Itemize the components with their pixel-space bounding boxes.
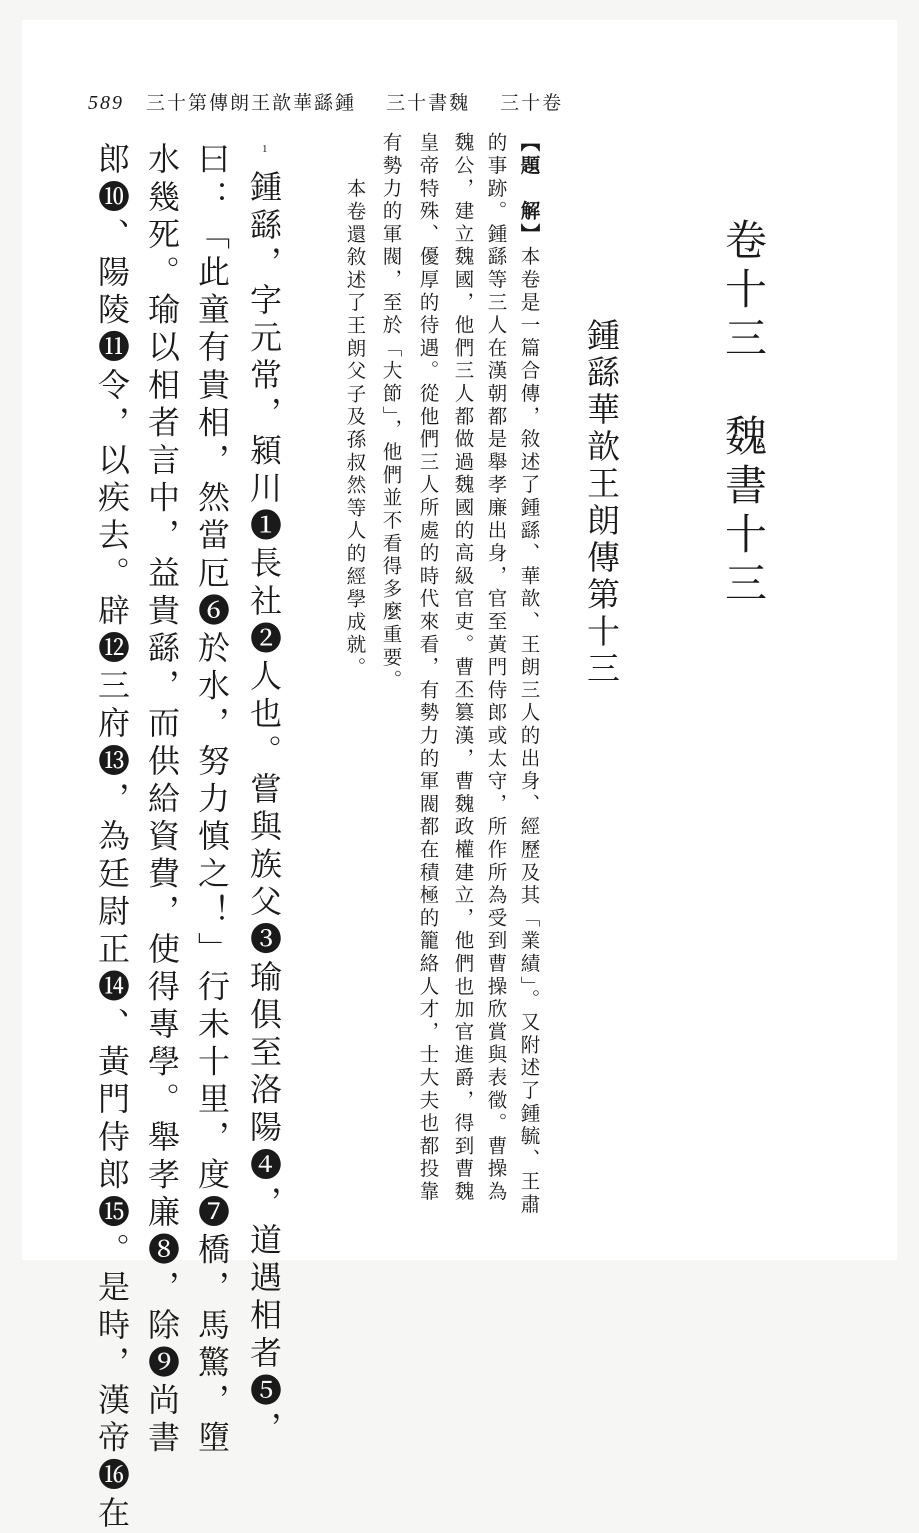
- body-line-1: 鍾繇，字元常，潁川❶長社❷人也。嘗與族父❸瑜俱至洛陽❹，道遇相者❺，: [245, 170, 283, 1449]
- intro-line-5: 有勢力的軍閥，至於「大節」，他們並不看得多麼重要。: [379, 132, 403, 693]
- chapter-title: 鍾繇華歆王朗傳第十三: [582, 318, 621, 688]
- volume-title: 卷十三 魏書十三: [719, 218, 768, 610]
- intro-line-1: 【題 解】本卷是一篇合傳，敘述了鍾繇、華歆、王朗三人的出身、經歷及其「業績」。又附述了鍾毓、王肅: [517, 132, 541, 1217]
- intro-line-2: 的事跡。鍾繇等三人在漢朝都是舉孝廉出身，官至黃門侍郎或太守，所作所為受到曹操欣賞與表徵。曹操為: [484, 132, 508, 1204]
- page-number: 589: [88, 92, 124, 114]
- intro-line-3: 魏公，建立魏國，他們三人都做過魏國的高級官吏。曹丕篡漢，曹魏政權建立，他們也加官進爵，得到曹魏: [451, 132, 475, 1204]
- header-book-title: 三十書魏: [386, 92, 471, 114]
- intro-label: 【題 解】: [517, 132, 541, 246]
- verse-number: 1: [262, 143, 268, 155]
- intro-line-6: 本卷還敘述了王朗父子及孫叔然等人的經學成就。: [343, 178, 367, 680]
- header-volume: 三十卷: [500, 92, 564, 114]
- intro-line-4: 皇帝特殊、優厚的待遇。從他們三人所處的時代來看，有勢力的軍閥都在積極的籠絡人才，士大夫也都投靠: [416, 132, 440, 1204]
- body-line-3: 水幾死。瑜以相者言中，益貴繇，而供給資費，使得專學。舉孝廉❽，除❾尚書: [143, 142, 181, 1458]
- body-line-4: 郎❿、陽陵⓫令，以疾去。辟⓬三府⓭，為廷尉正⓮、黃門侍郎⓯。是時，漢帝⓰在: [93, 142, 131, 1533]
- running-header: [88, 88, 608, 118]
- body-line-2: 曰：「此童有貴相，然當厄❻於水，努力慎之！」行未十里，度❼橋，馬驚，墮: [193, 142, 231, 1458]
- header-chapter-title: 三十第傳朗王歆華繇鍾: [146, 92, 357, 114]
